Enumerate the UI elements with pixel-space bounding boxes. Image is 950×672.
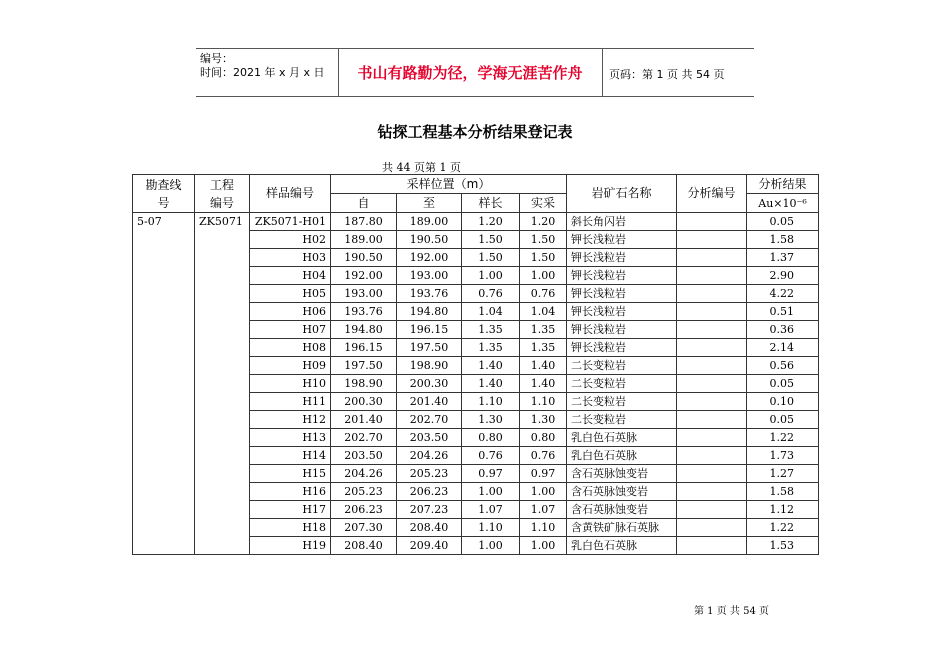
to-cell: 192.00 <box>397 249 462 267</box>
from-cell: 201.40 <box>331 411 397 429</box>
header-to: 至 <box>397 194 462 213</box>
document-title: 钻探工程基本分析结果登记表 <box>377 123 573 141</box>
to-cell: 204.26 <box>397 447 462 465</box>
document-subtitle: 共 44 页第 1 页 <box>382 161 461 174</box>
header-unit: Au×10⁻⁶ <box>747 194 819 213</box>
length-cell: 1.04 <box>462 303 520 321</box>
actual-cell: 1.35 <box>520 339 567 357</box>
rock-name-cell: 钾长浅粒岩 <box>567 267 677 285</box>
sample-no-cell: H15 <box>250 465 331 483</box>
rock-name-cell: 乳白色石英脉 <box>567 537 677 555</box>
analysis-no-cell <box>677 429 747 447</box>
sample-no-cell: H14 <box>250 447 331 465</box>
header-survey-line: 勘查线号 <box>133 175 195 213</box>
sample-no-cell: H09 <box>250 357 331 375</box>
result-cell: 2.14 <box>747 339 819 357</box>
result-cell: 0.56 <box>747 357 819 375</box>
result-cell: 0.36 <box>747 321 819 339</box>
to-cell: 202.70 <box>397 411 462 429</box>
sample-no-cell: H12 <box>250 411 331 429</box>
analysis-no-cell <box>677 519 747 537</box>
to-cell: 193.76 <box>397 285 462 303</box>
from-cell: 207.30 <box>331 519 397 537</box>
length-cell: 1.35 <box>462 321 520 339</box>
page-label: 页码：第 1 页 共 54 页 <box>609 68 725 81</box>
header-sampling-position: 采样位置（m） <box>331 175 567 194</box>
rock-name-cell: 乳白色石英脉 <box>567 447 677 465</box>
length-cell: 1.40 <box>462 375 520 393</box>
analysis-no-cell <box>677 357 747 375</box>
actual-cell: 1.30 <box>520 411 567 429</box>
analysis-no-cell <box>677 267 747 285</box>
analysis-no-cell <box>677 231 747 249</box>
sample-no-cell: H02 <box>250 231 331 249</box>
analysis-no-cell <box>677 447 747 465</box>
survey-line-cell: 5-07 <box>133 213 195 555</box>
from-cell: 193.76 <box>331 303 397 321</box>
rock-name-cell: 二长变粒岩 <box>567 375 677 393</box>
analysis-no-cell <box>677 249 747 267</box>
analysis-no-cell <box>677 213 747 231</box>
sample-no-cell: H16 <box>250 483 331 501</box>
analysis-no-cell <box>677 537 747 555</box>
header-rock-name: 岩矿石名称 <box>567 175 677 213</box>
to-cell: 201.40 <box>397 393 462 411</box>
actual-cell: 0.97 <box>520 465 567 483</box>
sample-no-cell: ZK5071-H01 <box>250 213 331 231</box>
from-cell: 197.50 <box>331 357 397 375</box>
result-cell: 1.22 <box>747 429 819 447</box>
result-cell: 2.90 <box>747 267 819 285</box>
result-cell: 1.53 <box>747 537 819 555</box>
from-cell: 190.50 <box>331 249 397 267</box>
from-cell: 200.30 <box>331 393 397 411</box>
actual-cell: 1.00 <box>520 537 567 555</box>
result-cell: 0.05 <box>747 375 819 393</box>
to-cell: 198.90 <box>397 357 462 375</box>
sample-no-cell: H05 <box>250 285 331 303</box>
header-project-no: 工程编号 <box>195 175 250 213</box>
length-cell: 0.76 <box>462 285 520 303</box>
from-cell: 208.40 <box>331 537 397 555</box>
from-cell: 192.00 <box>331 267 397 285</box>
analysis-no-cell <box>677 303 747 321</box>
result-cell: 1.58 <box>747 231 819 249</box>
sample-no-cell: H07 <box>250 321 331 339</box>
rock-name-cell: 二长变粒岩 <box>567 411 677 429</box>
result-cell: 1.73 <box>747 447 819 465</box>
analysis-no-cell <box>677 465 747 483</box>
to-cell: 189.00 <box>397 213 462 231</box>
actual-cell: 1.04 <box>520 303 567 321</box>
header-bottom-rule <box>196 96 754 97</box>
result-cell: 0.05 <box>747 213 819 231</box>
length-cell: 0.97 <box>462 465 520 483</box>
rock-name-cell: 钾长浅粒岩 <box>567 303 677 321</box>
rock-name-cell: 钾长浅粒岩 <box>567 231 677 249</box>
result-cell: 1.37 <box>747 249 819 267</box>
from-cell: 205.23 <box>331 483 397 501</box>
result-cell: 1.12 <box>747 501 819 519</box>
sample-no-cell: H03 <box>250 249 331 267</box>
rock-name-cell: 钾长浅粒岩 <box>567 321 677 339</box>
sample-no-cell: H19 <box>250 537 331 555</box>
length-cell: 1.00 <box>462 267 520 285</box>
header-actual: 实采 <box>520 194 567 213</box>
length-cell: 0.76 <box>462 447 520 465</box>
actual-cell: 1.35 <box>520 321 567 339</box>
from-cell: 196.15 <box>331 339 397 357</box>
length-cell: 1.50 <box>462 249 520 267</box>
actual-cell: 1.40 <box>520 357 567 375</box>
rock-name-cell: 钾长浅粒岩 <box>567 339 677 357</box>
analysis-no-cell <box>677 339 747 357</box>
rock-name-cell: 钾长浅粒岩 <box>567 249 677 267</box>
actual-cell: 1.20 <box>520 213 567 231</box>
actual-cell: 0.76 <box>520 447 567 465</box>
from-cell: 194.80 <box>331 321 397 339</box>
to-cell: 207.23 <box>397 501 462 519</box>
header-from: 自 <box>331 194 397 213</box>
sample-no-cell: H18 <box>250 519 331 537</box>
header-sample-length: 样长 <box>462 194 520 213</box>
sample-no-cell: H08 <box>250 339 331 357</box>
analysis-no-cell <box>677 375 747 393</box>
to-cell: 194.80 <box>397 303 462 321</box>
length-cell: 0.80 <box>462 429 520 447</box>
to-cell: 190.50 <box>397 231 462 249</box>
project-cell: ZK5071 <box>195 213 250 555</box>
result-cell: 0.10 <box>747 393 819 411</box>
result-cell: 0.05 <box>747 411 819 429</box>
result-cell: 1.22 <box>747 519 819 537</box>
rock-name-cell: 含石英脉蚀变岩 <box>567 483 677 501</box>
length-cell: 1.20 <box>462 213 520 231</box>
result-cell: 1.58 <box>747 483 819 501</box>
to-cell: 205.23 <box>397 465 462 483</box>
to-cell: 203.50 <box>397 429 462 447</box>
actual-cell: 1.50 <box>520 249 567 267</box>
sample-no-cell: H11 <box>250 393 331 411</box>
result-cell: 4.22 <box>747 285 819 303</box>
from-cell: 187.80 <box>331 213 397 231</box>
actual-cell: 1.50 <box>520 231 567 249</box>
to-cell: 206.23 <box>397 483 462 501</box>
from-cell: 189.00 <box>331 231 397 249</box>
motto-text: 书山有路勤为径，学海无涯苦作舟 <box>357 63 583 82</box>
length-cell: 1.30 <box>462 411 520 429</box>
rock-name-cell: 含石英脉蚀变岩 <box>567 465 677 483</box>
rock-name-cell: 乳白色石英脉 <box>567 429 677 447</box>
rock-name-cell: 二长变粒岩 <box>567 357 677 375</box>
length-cell: 1.00 <box>462 537 520 555</box>
page-footer: 第 1 页 共 54 页 <box>694 606 769 617</box>
length-cell: 1.07 <box>462 501 520 519</box>
length-cell: 1.40 <box>462 357 520 375</box>
from-cell: 198.90 <box>331 375 397 393</box>
length-cell: 1.50 <box>462 231 520 249</box>
length-cell: 1.35 <box>462 339 520 357</box>
rock-name-cell: 钾长浅粒岩 <box>567 285 677 303</box>
time-label: 时间：2021 年 x 月 x 日 <box>200 66 325 79</box>
analysis-no-cell <box>677 285 747 303</box>
analysis-no-cell <box>677 483 747 501</box>
sample-no-cell: H13 <box>250 429 331 447</box>
actual-cell: 1.07 <box>520 501 567 519</box>
analysis-table <box>132 174 819 555</box>
rock-name-cell: 斜长角闪岩 <box>567 213 677 231</box>
sample-no-cell: H10 <box>250 375 331 393</box>
analysis-no-cell <box>677 501 747 519</box>
analysis-no-cell <box>677 393 747 411</box>
to-cell: 208.40 <box>397 519 462 537</box>
length-cell: 1.10 <box>462 519 520 537</box>
number-label: 编号： <box>200 52 233 65</box>
to-cell: 193.00 <box>397 267 462 285</box>
to-cell: 209.40 <box>397 537 462 555</box>
from-cell: 193.00 <box>331 285 397 303</box>
rock-name-cell: 含黄铁矿脉石英脉 <box>567 519 677 537</box>
actual-cell: 1.00 <box>520 267 567 285</box>
from-cell: 202.70 <box>331 429 397 447</box>
result-cell: 1.27 <box>747 465 819 483</box>
actual-cell: 0.80 <box>520 429 567 447</box>
to-cell: 196.15 <box>397 321 462 339</box>
rock-name-cell: 二长变粒岩 <box>567 393 677 411</box>
from-cell: 206.23 <box>331 501 397 519</box>
header-analysis-result: 分析结果 <box>747 175 819 194</box>
actual-cell: 1.10 <box>520 519 567 537</box>
header-sample-no: 样品编号 <box>250 175 331 213</box>
from-cell: 204.26 <box>331 465 397 483</box>
actual-cell: 1.00 <box>520 483 567 501</box>
header-divider-right <box>602 48 603 96</box>
sample-no-cell: H17 <box>250 501 331 519</box>
analysis-no-cell <box>677 411 747 429</box>
length-cell: 1.00 <box>462 483 520 501</box>
actual-cell: 1.10 <box>520 393 567 411</box>
analysis-no-cell <box>677 321 747 339</box>
to-cell: 197.50 <box>397 339 462 357</box>
sample-no-cell: H06 <box>250 303 331 321</box>
actual-cell: 0.76 <box>520 285 567 303</box>
sample-no-cell: H04 <box>250 267 331 285</box>
table-row <box>133 213 819 231</box>
rock-name-cell: 含石英脉蚀变岩 <box>567 501 677 519</box>
actual-cell: 1.40 <box>520 375 567 393</box>
length-cell: 1.10 <box>462 393 520 411</box>
header-analysis-no: 分析编号 <box>677 175 747 213</box>
result-cell: 0.51 <box>747 303 819 321</box>
from-cell: 203.50 <box>331 447 397 465</box>
to-cell: 200.30 <box>397 375 462 393</box>
